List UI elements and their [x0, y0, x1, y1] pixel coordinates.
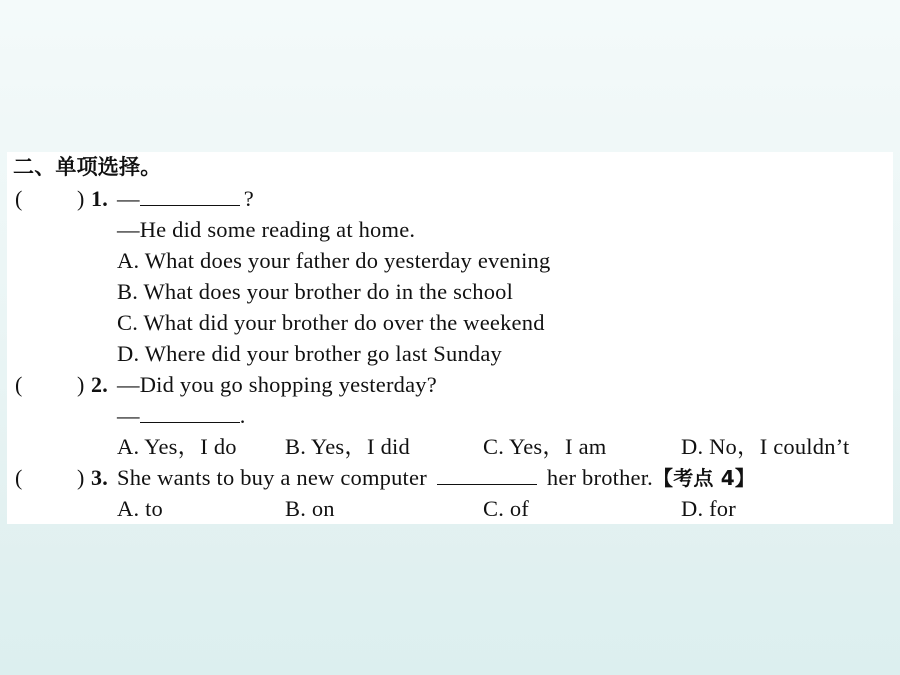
question-stem [117, 462, 755, 493]
stem-question-mark: ? [243, 186, 254, 211]
question-number: 2. [91, 372, 108, 397]
question-number: 1. [91, 186, 108, 211]
response-period: . [239, 403, 246, 428]
knowledge-point-tag: 【考点 4】 [653, 466, 756, 490]
option-b: B. Yes，I did [285, 434, 410, 459]
option-b: B. What does your brother do in the school [117, 279, 514, 304]
question-stem [117, 183, 254, 214]
answer-paren-open: ( [15, 465, 23, 490]
answer-paren-open: ( [15, 186, 23, 211]
option-d: D. Where did your brother go last Sunday [117, 341, 503, 366]
answer-paren-close: ) [77, 465, 85, 490]
question-number: 3. [91, 465, 108, 490]
question-stem: —Did you go shopping yesterday? [117, 372, 437, 397]
answer-blank [140, 183, 240, 206]
answer-paren-close: ) [77, 372, 85, 397]
question-response [117, 400, 246, 431]
option-d: D. for [681, 496, 736, 521]
stem-after: her brother. [546, 465, 654, 490]
option-b: B. on [285, 496, 335, 521]
question-response: —He did some reading at home. [117, 217, 416, 242]
answer-paren-close: ) [77, 186, 85, 211]
exercise-sheet [7, 152, 893, 524]
stem-dash: — [117, 186, 140, 211]
stem-before: She wants to buy a new computer [117, 465, 427, 490]
option-a: A. Yes，I do [117, 434, 237, 459]
option-d: D. No，I couldn’t [681, 434, 850, 459]
answer-blank [140, 400, 240, 423]
option-c: C. What did your brother do over the weekend [117, 310, 545, 335]
answer-blank [437, 462, 537, 485]
answer-paren-open: ( [15, 372, 23, 397]
option-a: A. What does your father do yesterday evening [117, 248, 551, 273]
response-dash: — [117, 403, 140, 428]
section-title: 二、单项选择。 [13, 155, 162, 179]
option-c: C. of [483, 496, 529, 521]
option-a: A. to [117, 496, 163, 521]
option-c: C. Yes，I am [483, 434, 607, 459]
